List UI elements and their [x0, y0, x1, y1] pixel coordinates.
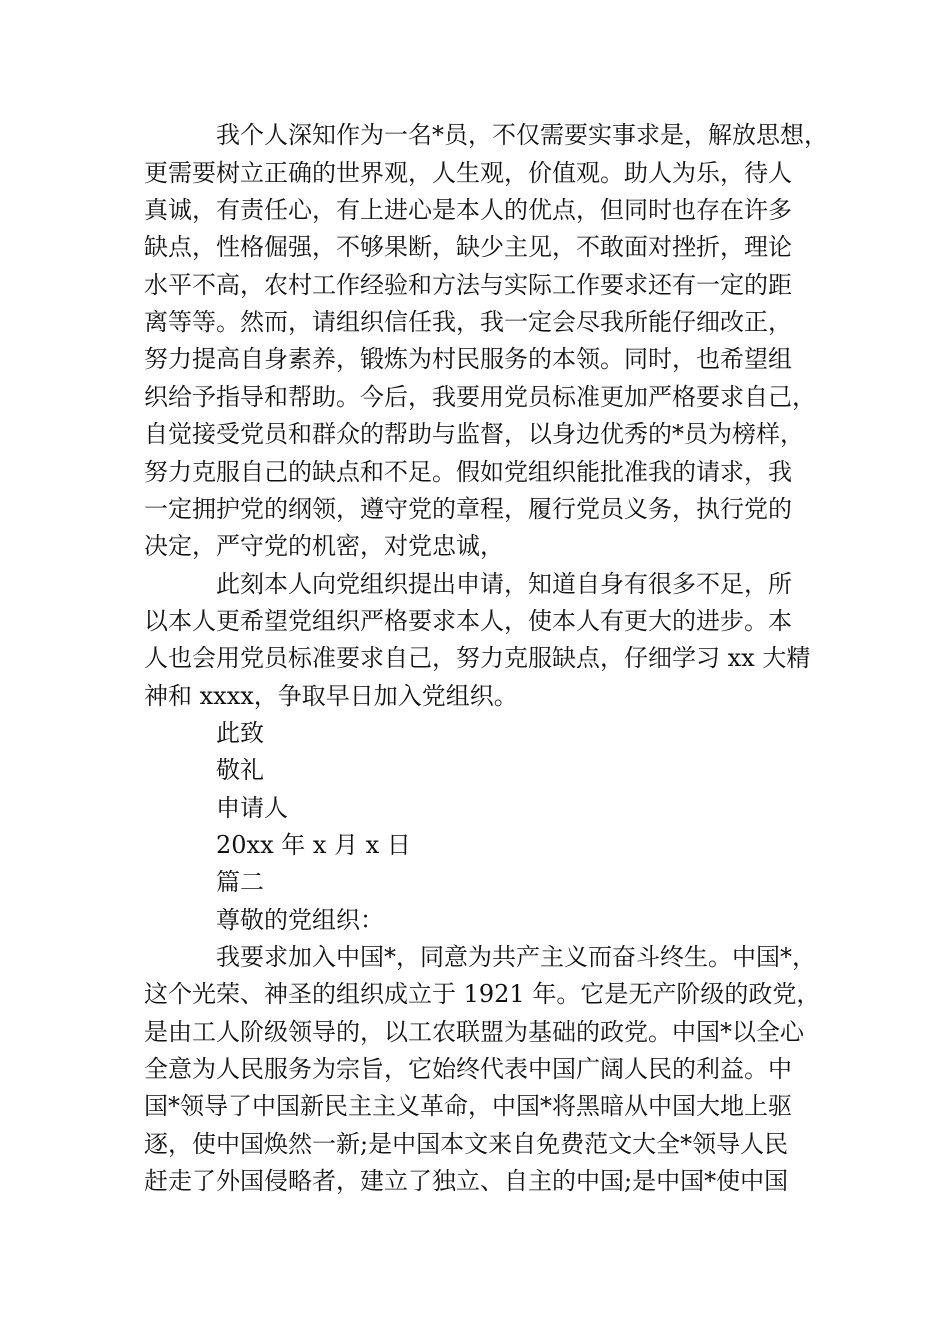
text-line: 更需要树立正确的世界观，人生观，价值观。助人为乐，待人 — [144, 159, 792, 187]
text-line: 离等等。然而，请组织信任我，我一定会尽我所能仔细改正， — [144, 308, 792, 336]
text-line: 这个光荣、神圣的组织成立于 1921 年。它是无产阶级的政党， — [144, 980, 821, 1008]
text-line: 决定，严守党的机密，对党忠诚， — [144, 532, 504, 560]
text-line: 神和 xxxx，争取早日加入党组织。 — [144, 682, 518, 710]
text-line: 努力克服自己的缺点和不足。假如党组织能批准我的请求，我 — [144, 458, 792, 486]
text-line: 以本人更希望党组织严格要求本人，使本人有更大的进步。本 — [144, 607, 792, 635]
text-line: 人也会用党员标准要求自己，努力克服缺点，仔细学习 xx 大精 — [144, 644, 811, 672]
text-line: 缺点，性格倔强，不够果断，缺少主见，不敢面对挫折，理论 — [144, 233, 792, 261]
text-line: 我要求加入中国*，同意为共产主义而奋斗终生。中国*， — [216, 943, 816, 971]
section-heading: 篇二 — [216, 868, 264, 896]
date-line: 20xx 年 x 月 x 日 — [216, 831, 411, 859]
text-line: 一定拥护党的纲领，遵守党的章程，履行党员义务，执行党的 — [144, 495, 792, 523]
closing-regards: 敬礼 — [216, 756, 264, 784]
text-line: 全意为人民服务为宗旨，它始终代表中国广阔人民的利益。中 — [144, 1055, 792, 1083]
text-line: 努力提高自身素养，锻炼为村民服务的本领。同时，也希望组 — [144, 345, 792, 373]
applicant-label: 申请人 — [216, 794, 288, 822]
text-line: 此刻本人向党组织提出申请，知道自身有很多不足，所 — [216, 570, 792, 598]
text-line: 真诚，有责任心，有上进心是本人的优点，但同时也存在许多 — [144, 196, 792, 224]
text-line: 织给予指导和帮助。今后，我要用党员标准更加严格要求自己， — [144, 383, 816, 411]
text-line: 逐，使中国焕然一新;是中国本文来自免费范文大全*领导人民 — [144, 1130, 789, 1158]
greeting: 尊敬的党组织： — [216, 906, 384, 934]
text-line: 赶走了外国侵略者，建立了独立、自主的中国;是中国*使中国 — [144, 1167, 789, 1195]
text-line: 我个人深知作为一名*员，不仅需要实事求是，解放思想， — [216, 121, 828, 149]
text-line: 水平不高，农村工作经验和方法与实际工作要求还有一定的距 — [144, 271, 792, 299]
text-line: 国*领导了中国新民主主义革命，中国*将黑暗从中国大地上驱 — [144, 1092, 792, 1120]
closing-salutation: 此致 — [216, 719, 264, 747]
text-line: 是由工人阶级领导的，以工农联盟为基础的政党。中国*以全心 — [144, 1018, 804, 1046]
text-line: 自觉接受党员和群众的帮助与监督，以身边优秀的*员为榜样， — [144, 420, 804, 448]
